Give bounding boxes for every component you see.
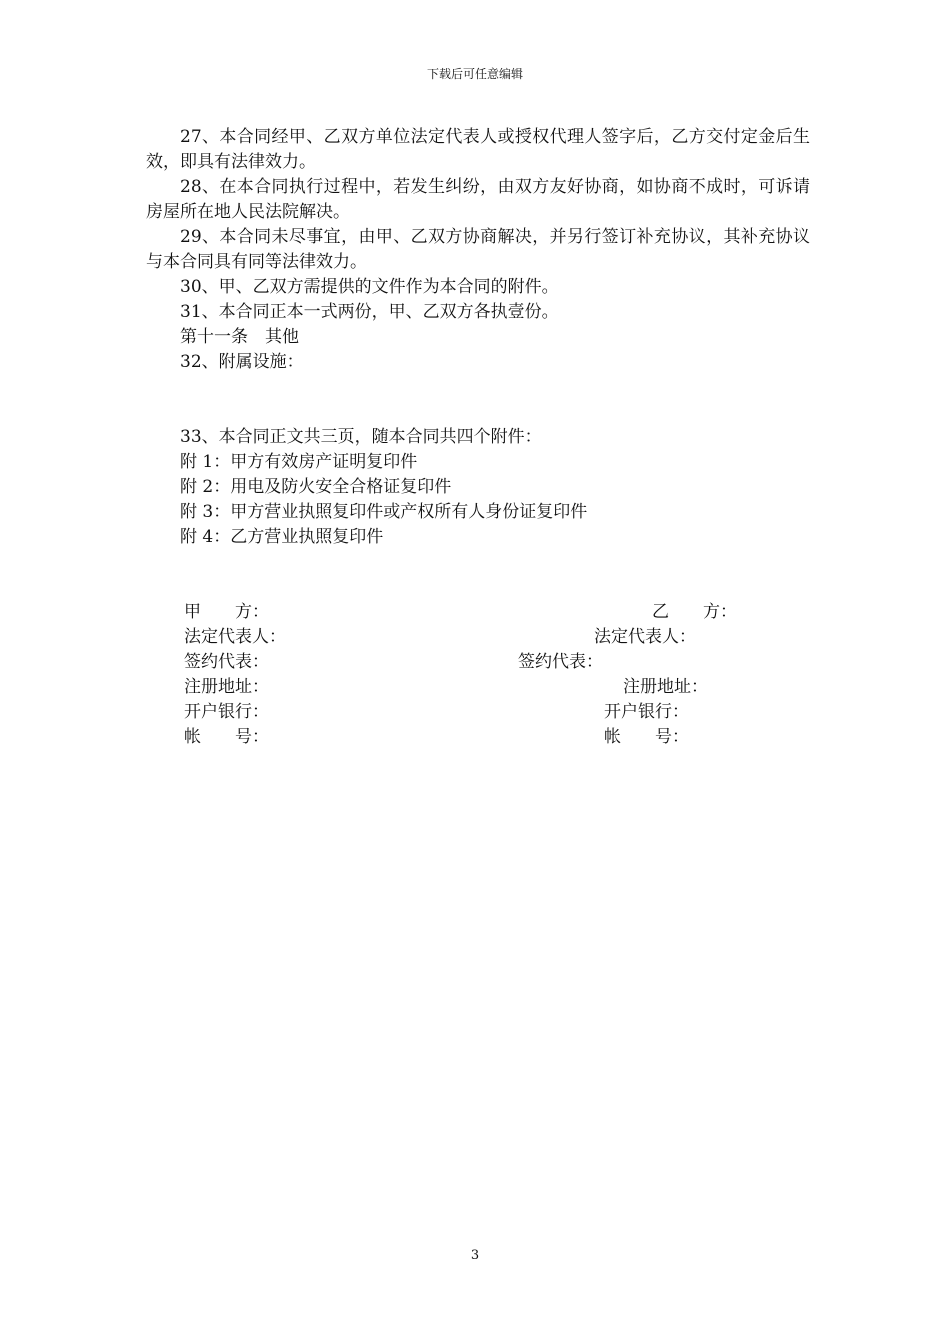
attachment-4: 附 4：乙方营业执照复印件 bbox=[180, 527, 384, 547]
signature-row-representative bbox=[146, 625, 810, 650]
signature-row-signer bbox=[146, 650, 810, 675]
signature-row-party bbox=[146, 600, 810, 625]
article-11-heading: 第十一条 其他 bbox=[180, 327, 299, 347]
account-a-label: 帐 号： bbox=[184, 727, 269, 747]
signature-row-account bbox=[146, 725, 810, 750]
blank-space bbox=[146, 550, 810, 600]
attachment-2: 附 2：用电及防火安全合格证复印件 bbox=[180, 477, 452, 497]
bank-a-label: 开户银行： bbox=[184, 702, 269, 722]
party-b-label: 乙 方： bbox=[652, 602, 737, 622]
clause-29: 29、本合同未尽事宜，由甲、乙双方协商解决，并另行签订补充协议，其补充协议与本合同具有同等法律效力。 bbox=[146, 227, 810, 272]
clause-27: 27、本合同经甲、乙双方单位法定代表人或授权代理人签字后，乙方交付定金后生效，即具有法律效力。 bbox=[146, 127, 810, 172]
document-body bbox=[146, 125, 810, 750]
clause-30: 30、甲、乙双方需提供的文件作为本合同的附件。 bbox=[180, 277, 559, 297]
attachment-1: 附 1：甲方有效房产证明复印件 bbox=[180, 452, 418, 472]
signer-a-label: 签约代表： bbox=[184, 652, 269, 672]
attachment-3: 附 3：甲方营业执照复印件或产权所有人身份证复印件 bbox=[180, 502, 588, 522]
page-header: 下载后可任意编辑 bbox=[426, 67, 523, 81]
clause-33: 33、本合同正文共三页，随本合同共四个附件： bbox=[180, 427, 542, 447]
bank-b-label: 开户银行： bbox=[604, 702, 689, 722]
signature-row-bank bbox=[146, 700, 810, 725]
account-b-label: 帐 号： bbox=[604, 727, 689, 747]
party-a-label: 甲 方： bbox=[184, 602, 269, 622]
rep-a-label: 法定代表人： bbox=[184, 627, 286, 647]
address-b-label: 注册地址： bbox=[623, 677, 708, 697]
page-number: 3 bbox=[470, 1248, 480, 1263]
clause-31: 31、本合同正本一式两份，甲、乙双方各执壹份。 bbox=[180, 302, 559, 322]
signer-b-label: 签约代表： bbox=[518, 652, 603, 672]
blank-space bbox=[146, 375, 810, 425]
address-a-label: 注册地址： bbox=[184, 677, 269, 697]
signature-row-address bbox=[146, 675, 810, 700]
rep-b-label: 法定代表人： bbox=[594, 627, 696, 647]
clause-32: 32、附属设施： bbox=[180, 352, 304, 372]
clause-28: 28、在本合同执行过程中，若发生纠纷，由双方友好协商，如协商不成时，可诉请房屋所在地人民法院解决。 bbox=[146, 177, 810, 222]
